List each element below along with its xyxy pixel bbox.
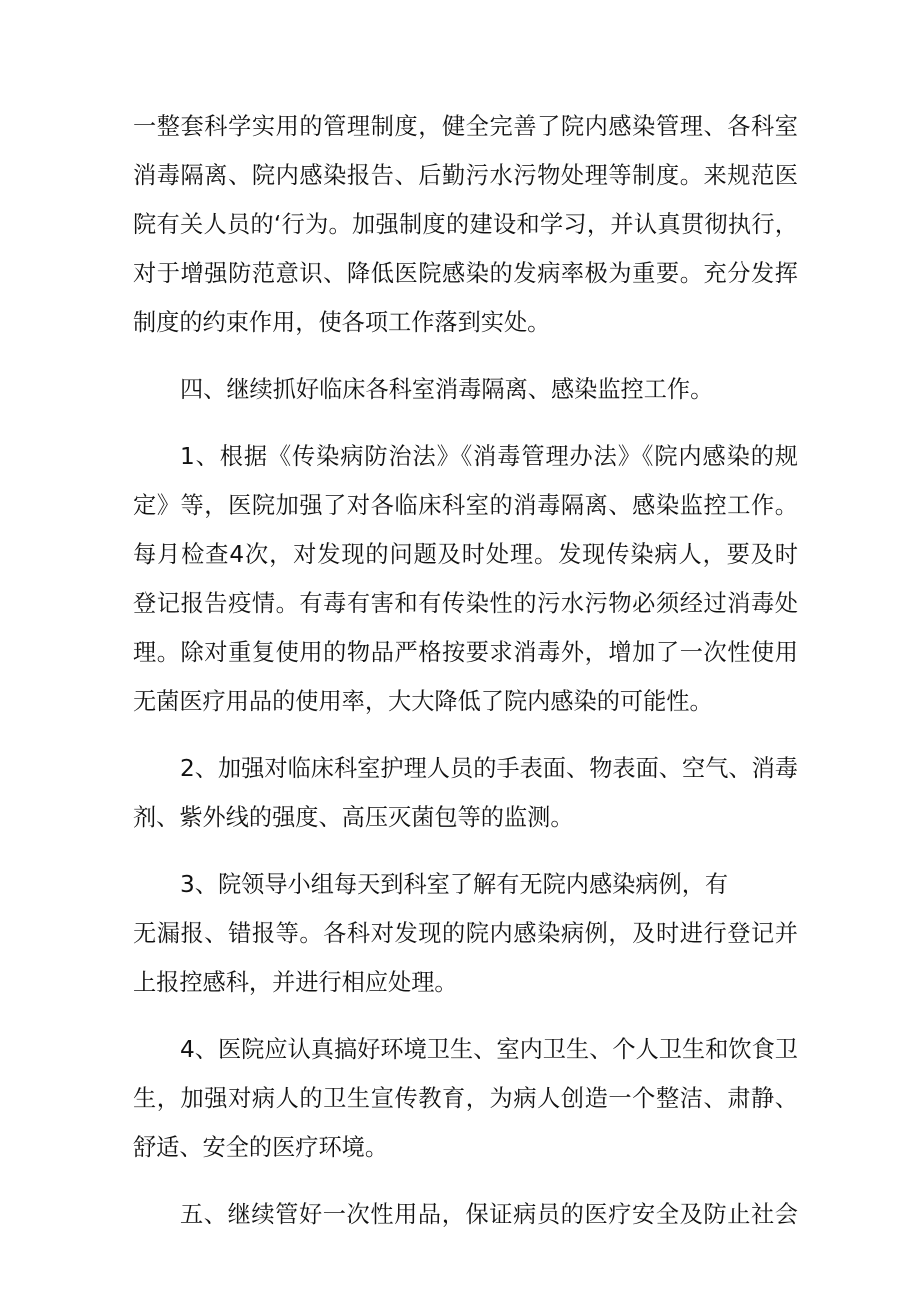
text-line: 五、继续管好一次性用品，保证病员的医疗安全及防止社会 xyxy=(180,1201,798,1228)
text-line: 2、加强对临床科室护理人员的手表面、物表面、空气、消毒 xyxy=(180,755,798,782)
section-heading-four xyxy=(133,365,798,414)
text-line: 上报控感科，并进行相应处理。 xyxy=(133,969,458,996)
text-line: 一整套科学实用的管理制度，健全完善了院内感染管理、各科室 xyxy=(133,113,798,140)
text-line: 对于增强防范意识、降低医院感染的发病率极为重要。充分发挥 xyxy=(133,260,798,287)
text-line: 舒适、安全的医疗环境。 xyxy=(133,1134,389,1161)
text-line: 无漏报、错报等。各科对发现的院内感染病例，及时进行登记并 xyxy=(133,920,798,947)
document-body xyxy=(133,102,798,1239)
text-line: 3、院领导小组每天到科室了解有无院内感染病例，有 xyxy=(180,871,729,898)
text-line: 生，加强对病人的卫生宣传教育，为病人创造一个整洁、肃静、 xyxy=(133,1085,798,1112)
text-line: 定》等，医院加强了对各临床科室的消毒隔离、感染监控工作。 xyxy=(133,492,798,519)
text-line: 每月检查4次，对发现的问题及时处理。发现传染病人，要及时 xyxy=(133,541,798,568)
text-line: 制度的约束作用，使各项工作落到实处。 xyxy=(133,309,551,336)
paragraph-item-1 xyxy=(133,432,798,726)
text-line: 剂、紫外线的强度、高压灭菌包等的监测。 xyxy=(133,804,574,831)
text-line: 院有关人员的‘行为。加强制度的建设和学习，并认真贯彻执行， xyxy=(133,211,798,238)
text-line: 无菌医疗用品的使用率，大大降低了院内感染的可能性。 xyxy=(133,688,713,715)
text-line: 1、根据《传染病防治法》《消毒管理办法》《院内感染的规 xyxy=(180,443,798,470)
text-line: 4、医院应认真搞好环境卫生、室内卫生、个人卫生和饮食卫 xyxy=(180,1036,798,1063)
paragraph-item-4 xyxy=(133,1025,798,1172)
paragraph-item-2 xyxy=(133,744,798,842)
text-line: 消毒隔离、院内感染报告、后勤污水污物处理等制度。来规范医 xyxy=(133,162,798,189)
text-line: 四、继续抓好临床各科室消毒隔离、感染监控工作。 xyxy=(180,376,714,403)
text-line: 理。除对重复使用的物品严格按要求消毒外，增加了一次性使用 xyxy=(133,639,798,666)
paragraph-management-system xyxy=(133,102,798,347)
text-line: 登记报告疫情。有毒有害和有传染性的污水污物必须经过消毒处 xyxy=(133,590,798,617)
paragraph-item-3 xyxy=(133,860,798,1007)
section-heading-five xyxy=(133,1190,798,1239)
